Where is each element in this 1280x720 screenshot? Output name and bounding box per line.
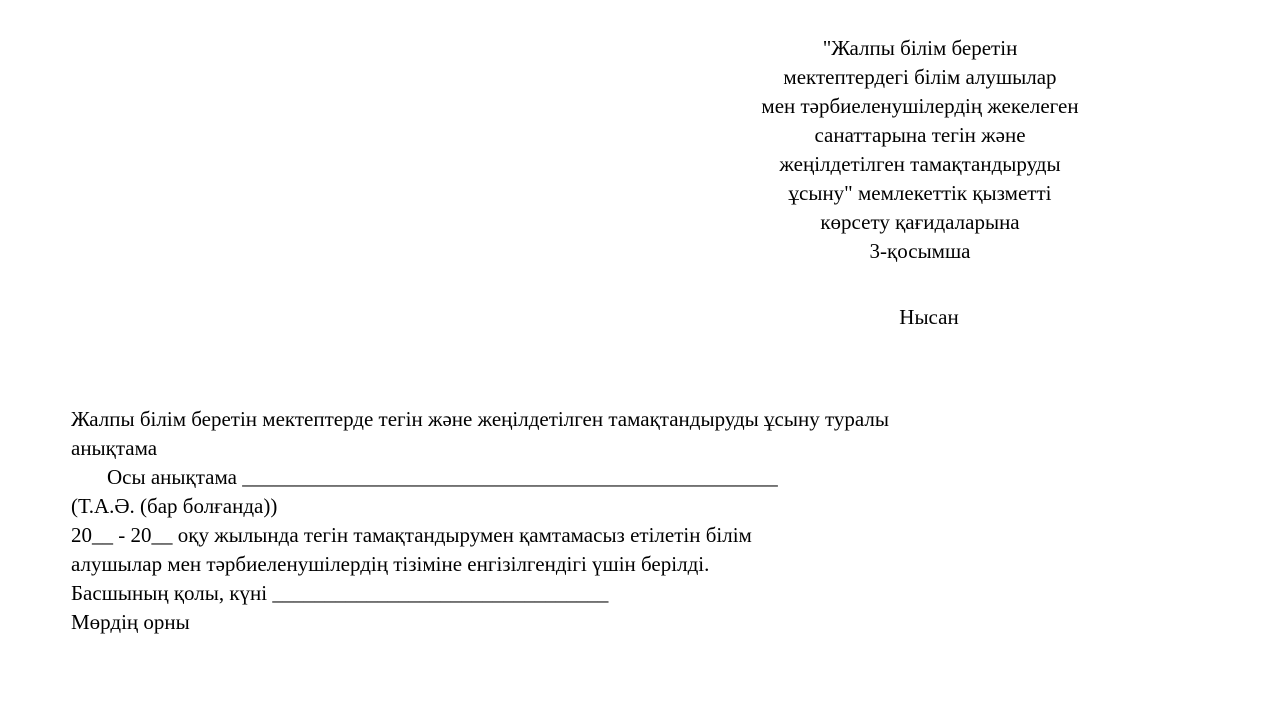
appendix-line: көрсету қағидаларына bbox=[820, 210, 1020, 234]
body-text-continued: алушылар мен тәрбиеленушілердің тізіміне енгізілгендігі үшін берілді. bbox=[71, 552, 710, 576]
appendix-header bbox=[700, 34, 1140, 266]
issued-to-line: Осы анықтама ___________________________________________________ bbox=[107, 465, 778, 489]
appendix-line: "Жалпы білім беретін bbox=[822, 36, 1018, 60]
form-label: Нысан bbox=[899, 305, 959, 329]
appendix-line: ұсыну" мемлекеттік қызметті bbox=[788, 181, 1052, 205]
body-text: 20__ - 20__ оқу жылында тегін тамақтандырумен қамтамасыз етілетін білім bbox=[71, 523, 752, 547]
stamp-place: Мөрдің орны bbox=[71, 610, 190, 634]
signature-line: Басшының қолы, күні ________________________________ bbox=[71, 581, 609, 605]
appendix-line: санаттарына тегін және bbox=[814, 123, 1026, 147]
appendix-number: 3-қосымша bbox=[869, 239, 971, 263]
appendix-line: жеңілдетілген тамақтандыруды bbox=[779, 152, 1061, 176]
appendix-line: мектептердегі білім алушылар bbox=[783, 65, 1057, 89]
certificate-body bbox=[71, 405, 1071, 637]
appendix-line: мен тәрбиеленушілердің жекелеген bbox=[761, 94, 1079, 118]
certificate-title: Жалпы білім беретін мектептерде тегін және жеңілдетілген тамақтандыруды ұсыну туралы bbox=[71, 407, 889, 431]
name-hint: (Т.А.Ә. (бар болғанда)) bbox=[71, 494, 278, 518]
certificate-title-continued: анықтама bbox=[71, 436, 158, 460]
